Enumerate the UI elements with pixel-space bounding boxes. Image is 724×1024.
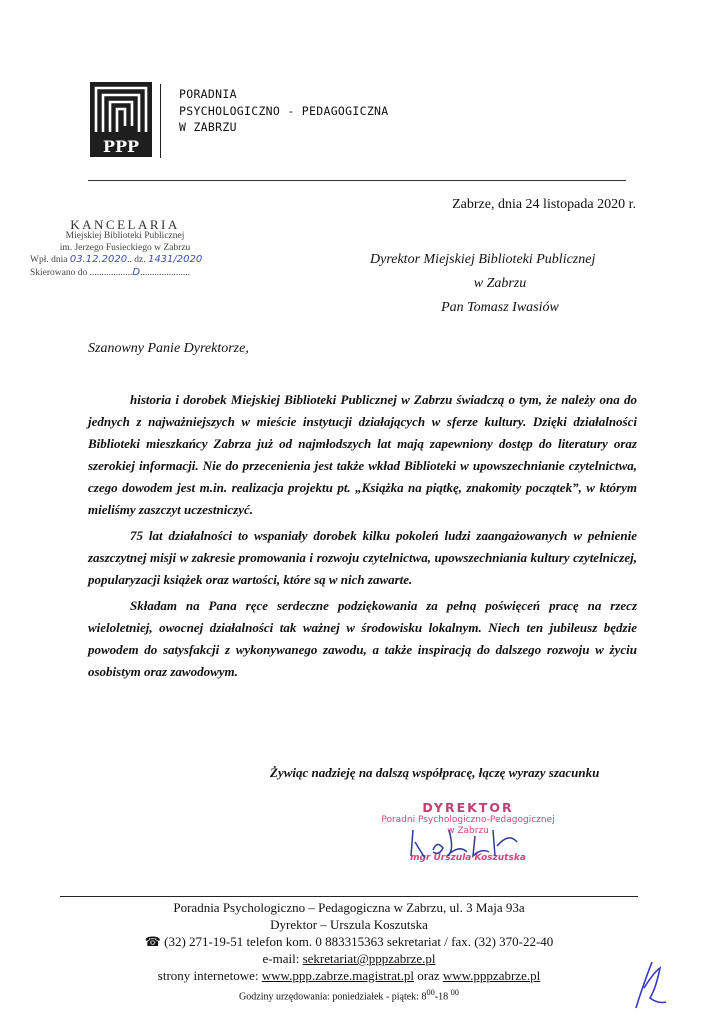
logo-text: PPP	[102, 137, 140, 156]
closing-line: Żywiąc nadzieję na dalszą współpracę, łączę wyrazy szacunku	[270, 765, 600, 780]
stamp-received-date: 03.12.2020	[69, 254, 128, 265]
stamp-line-2: im. Jerzego Fusieckiego w Zabrzu	[59, 242, 191, 253]
addressee-line-2: w Zabrzu	[473, 276, 527, 291]
handwritten-signature	[385, 822, 535, 862]
phone-icon: ☎	[144, 934, 161, 949]
stamp-title: KANCELARIA	[70, 217, 180, 232]
footer	[60, 899, 638, 1005]
footer-web-link-2[interactable]: www.pppzabrze.pl	[442, 968, 541, 983]
registry-stamp	[30, 218, 220, 279]
footer-email-link[interactable]: sekretariat@pppzabrze.pl	[302, 951, 436, 966]
letter-body	[88, 389, 637, 687]
footer-web-row	[60, 967, 638, 984]
margin-handwriting-mark	[630, 958, 670, 1014]
letter-date: Zabrze, dnia 24 listopada 2020 r.	[452, 197, 636, 212]
footer-phone-text: (32) 271-19-51 telefon kom. 0 883315363 sekretariat / fax. (32) 370-22-40	[164, 934, 554, 949]
footer-address: Poradnia Psychologiczno – Pedagogiczna w Zabrzu, ul. 3 Maja 93a	[173, 900, 525, 915]
stamp-directed-label: Skierowano do	[30, 267, 88, 278]
org-line-3: W ZABRZU	[179, 120, 237, 134]
signature-org-2: w Zabrzu	[447, 826, 489, 836]
signature-title: DYREKTOR	[422, 800, 514, 815]
stamp-directed-row: Skierowano do ..................D.....................	[30, 266, 190, 278]
letterhead-divider	[160, 84, 161, 158]
organization-name	[179, 86, 388, 136]
salutation: Szanowny Panie Dyrektorze,	[88, 341, 249, 356]
addressee-line-1: Dyrektor Miejskiej Biblioteki Publicznej	[370, 252, 596, 267]
stamp-received-label: Wpł. dnia	[30, 255, 68, 265]
org-line-1: PORADNIA	[179, 87, 237, 101]
footer-web-link-1[interactable]: www.ppp.zabrze.magistrat.pl	[261, 968, 414, 983]
footer-hours-from-min: 00	[426, 988, 435, 997]
addressee-block	[330, 248, 670, 320]
footer-rule	[60, 896, 638, 897]
footer-web-join: oraz	[417, 968, 440, 983]
footer-phones	[60, 933, 638, 950]
footer-hours	[60, 984, 638, 1005]
ppp-logo	[90, 82, 152, 157]
signature-org-1: Poradni Psychologiczno-Pedagogicznej	[381, 815, 555, 825]
footer-email-row	[60, 950, 638, 967]
paragraph-3: Składam na Pana ręce serdeczne podziękowania za pełną poświęceń pracę na rzecz wieloletniej, owocnej działalności tak ważnej w środowisku lokalnym. Niech ten jubileusz będzie powodem do satysfakcji z wykonywanego zawodu, a także inspiracją do dalszego rozwoju w życiu osobistym oraz zawodowym.	[88, 598, 637, 679]
footer-email-label: e-mail:	[262, 951, 300, 966]
footer-hours-from: 8	[421, 991, 427, 1003]
footer-hours-label: Godziny urzędowania: poniedziałek - piątek:	[239, 991, 419, 1003]
stamp-number-label: dz.	[134, 255, 146, 265]
addressee-line-3: Pan Tomasz Iwasiów	[441, 300, 559, 315]
stamp-number-value: 1431/2020	[147, 254, 203, 265]
footer-hours-sep: -18	[434, 991, 449, 1003]
signature-name: mgr Urszula Koszutska	[410, 853, 526, 863]
footer-hours-to-min: 00	[450, 988, 459, 997]
stamp-directed-value: D	[132, 266, 141, 278]
stamp-line-1: Miejskiej Biblioteki Publicznej	[65, 231, 185, 241]
paragraph-1: historia i dorobek Miejskiej Biblioteki Publicznej w Zabrzu świadczą o tym, że należy ona do jednych z najważniejszych w mieście instytucji działających w sferze kultury. Dzięki działalności Biblioteki mieszkańcy Zabrza już od najmłodszych lat mają zapewniony dostęp do literatury oraz szerokiej informacji. Nie do przecenienia jest także wkład Biblioteki w upowszechnianie czytelnictwa, czego dowodem jest m.in. realizacja projektu pt. „Książka na piątkę, znakomity początek”, w którym mieliśmy zaszczyt uczestniczyć.	[88, 392, 637, 517]
org-line-2: PSYCHOLOGICZNO - PEDAGOGICZNA	[179, 103, 389, 118]
stamp-received-row: Wpł. dnia 03.12.2020.. dz. 1431/2020	[30, 254, 203, 265]
paragraph-2: 75 lat działalności to wspaniały dorobek kilku pokoleń ludzi zaangażowanych w pełnienie zaszczytnej misji w zakresie promowania i rozwoju czytelnictwa, upowszechniania kultury czytelniczej, popularyzacji książek oraz wartości, które są w nich zawarte.	[88, 528, 637, 587]
footer-web-label: strony internetowe:	[157, 968, 259, 983]
header-rule	[88, 180, 626, 181]
footer-director: Dyrektor – Urszula Koszutska	[270, 917, 428, 932]
